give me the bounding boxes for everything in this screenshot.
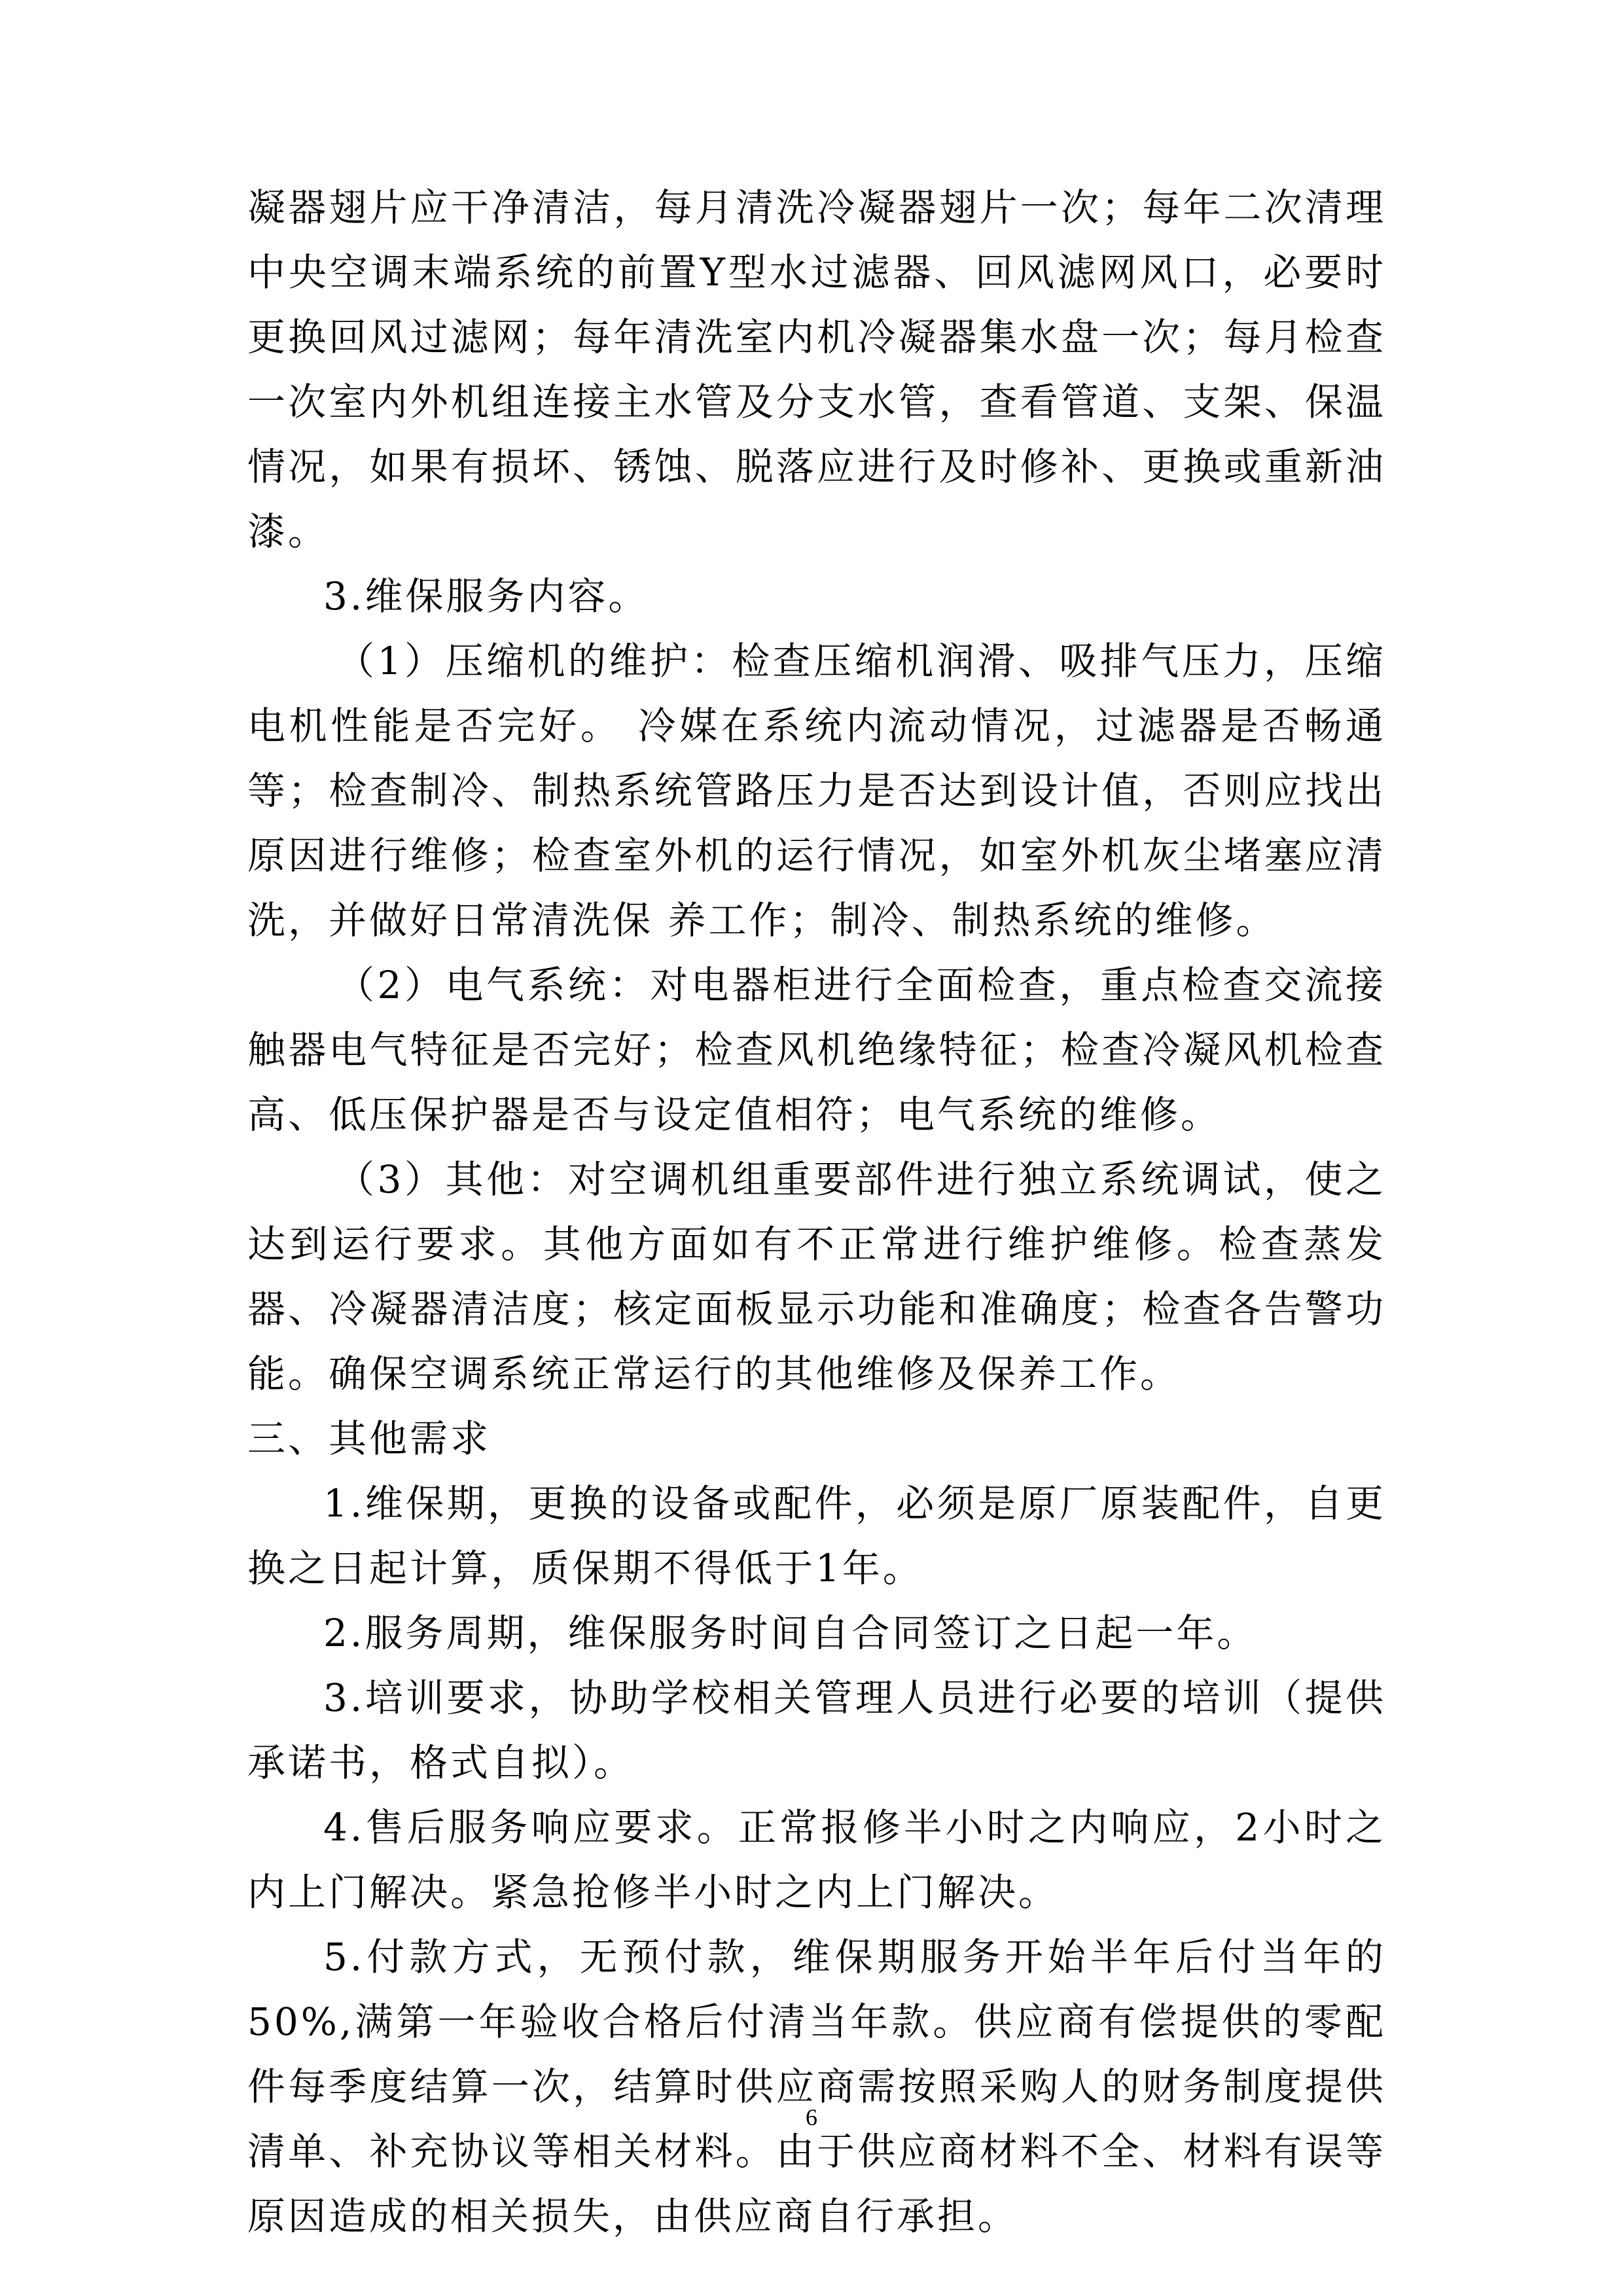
paragraph-electrical-system: （2）电气系统：对电器柜进行全面检查，重点检查交流接触器电气特征是否完好；检查风机绝缘特征；检查冷凝风机检查高、低压保护器是否与设定值相符；电气系统的维修。	[247, 963, 1386, 1137]
paragraph-training-requirements: 3.培训要求，协助学校相关管理人员进行必要的培训（提供承诺书，格式自拟）。	[247, 1676, 1386, 1785]
paragraph-payment-method: 5.付款方式，无预付款，维保期服务开始半年后付当年的50%,满第一年验收合格后付清当年款。供应商有偿提供的零配件每季度结算一次，结算时供应商需按照采购人的财务制度提供清单、补充协议等相关材料。由于供应商材料不全、材料有误等原因造成的相关损失，由供应商自行承担。	[247, 1935, 1386, 2238]
section-heading-other-requirements: 三、其他需求	[247, 1416, 491, 1461]
paragraph-compressor-maintenance: （1）压缩机的维护：检查压缩机润滑、吸排气压力，压缩电机性能是否完好。 冷媒在系统内流动情况，过滤器是否畅通等；检查制冷、制热系统管路压力是否达到设计值，否则应找出原因进行维修；检查室外机的运行情况，如室外机灰尘堵塞应清洗，并做好日常清洗保 养工作；制冷、制热系统的维修。	[247, 639, 1386, 942]
paragraph-after-sales-response: 4.售后服务响应要求。正常报修半小时之内响应，2小时之内上门解决。紧急抢修半小时之内上门解决。	[247, 1805, 1386, 1914]
document-body	[247, 175, 1386, 2249]
paragraph-service-period: 2.服务周期，维保服务时间自合同签订之日起一年。	[323, 1611, 1258, 1655]
page-number: 6	[806, 2104, 817, 2130]
paragraph-other-maintenance: （3）其他：对空调机组重要部件进行独立系统调试，使之达到运行要求。其他方面如有不正常进行维护维修。检查蒸发器、冷凝器清洁度；核定面板显示功能和准确度；检查各告警功能。确保空调系统正常运行的其他维修及保养工作。	[247, 1157, 1386, 1396]
paragraph-maintenance-content-title: 3.维保服务内容。	[323, 574, 649, 619]
paragraph-warranty-period: 1.维保期，更换的设备或配件，必须是原厂原装配件，自更换之日起计算，质保期不得低于1年。	[247, 1481, 1386, 1590]
paragraph-continuation: 凝器翅片应干净清洁，每月清洗冷凝器翅片一次；每年二次清理中央空调末端系统的前置Y型水过滤器、回风滤网风口，必要时更换回风过滤网；每年清洗室内机冷凝器集水盘一次；每月检查一次室内外机组连接主水管及分支水管，查看管道、支架、保温情况，如果有损坏、锈蚀、脱落应进行及时修补、更换或重新油漆。	[247, 185, 1386, 554]
